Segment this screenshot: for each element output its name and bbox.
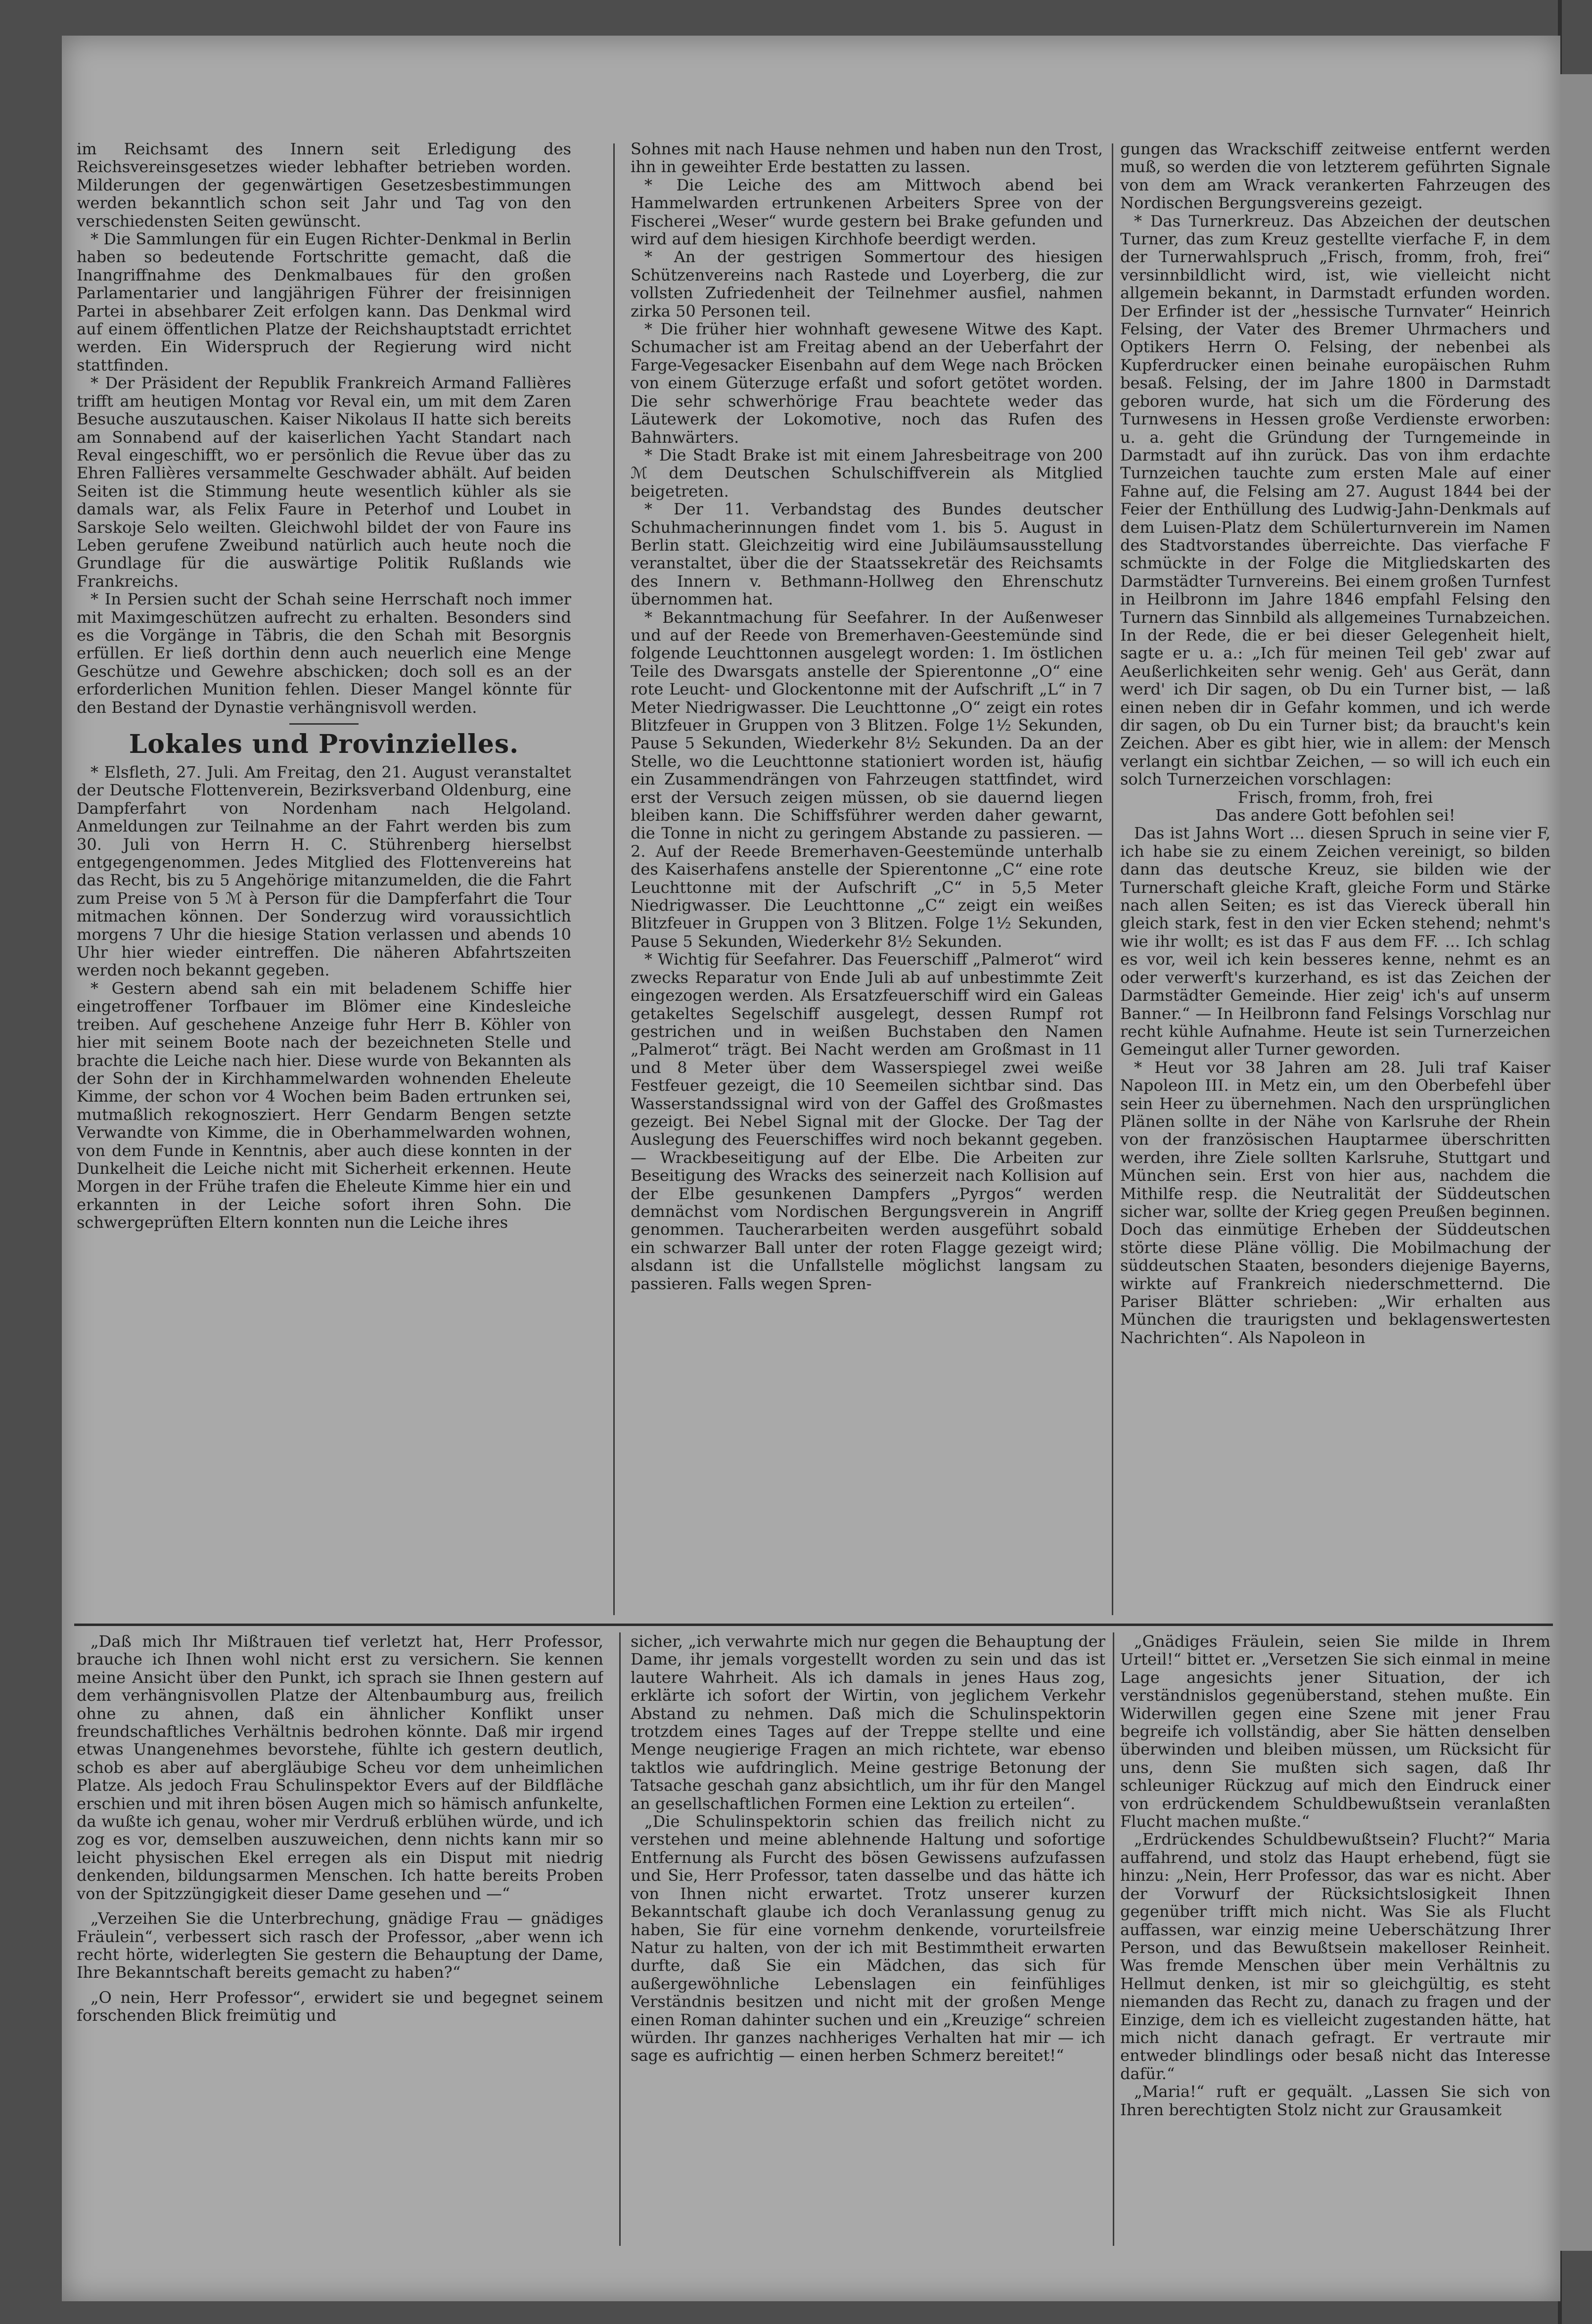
article-paragraph: * Der Präsident der Republik Frankreich Armand Fallières trifft am heutigen Montag vor Reval ein, um mit dem Zaren Besuche auszutauschen. Kaiser Nikolaus II hatte sich bereits am Sonnabend auf der kaiserlichen Yacht Standart nach Reval eingeschifft, wo er persönlich die Revue über das zu Ehren Fallières versammelte Geschwader abhält. Auf beiden Seiten ist die Stimmung heute wesentlich kühler als sie damals war, als Felix Faure in Peterhof und Loubet in Sarskoje Selo weilten. Gleichwohl bildet der von Faure ins Leben gerufene Zweibund natürlich auch heute noch die Grundlage für die auswärtige Politik Rußlands wie Frankreichs. — [77, 373, 571, 591]
article-paragraph: * Die Leiche des am Mittwoch abend bei Hammelwarden ertrunkenen Arbeiters Spree von der Fischerei „Weser“ wurde gestern bei Brake gefunden und wird auf dem hiesigen Kirchhofe beerdigt werden. — [631, 175, 1103, 249]
story-paragraph: „Daß mich Ihr Mißtrauen tief verletzt hat, Herr Professor, brauche ich Ihnen wohl nicht erst zu versichern. Sie kennen meine Ansicht über den Punkt, ich sprach sie Ihnen gestern auf dem verhängnisvollen Platze der Altenbaumburg aus, freilich ohne zu ahnen, daß ein ähnlicher Konflikt unser freundschaftliches Verhältnis bedrohen könnte. Daß mir irgend etwas Unangenehmes bevorstehe, fühlte ich gestern deutlich, schob es aber auf abergläubige Scheu vor dem unheimlichen Platze. Als jedoch Frau Schulinspektor Evers auf der Bildfläche erschien und mit ihren bösen Augen mich so hämisch anfunkelte, da wußte ich genau, woher mir Verdruß erblühen würde, und ich zog es vor, demselben auszuweichen, denn nichts kann mir so leicht physischen Ekel erregen als ein Disput mit niedrig denkenden, bildungsarmen Menschen. Ich hatte bereits Proben von der Spitzzüngigkeit dieser Dame gesehen und —“ — [77, 1632, 603, 1903]
article-paragraph: * Die Stadt Brake ist mit einem Jahresbeitrage von 200 ℳ dem Deutschen Schulschiffverein als Mitglied beigetreten. — [631, 445, 1103, 501]
news-column-1 — [77, 140, 571, 1624]
column-rule — [619, 1632, 621, 2246]
article-paragraph: * Wichtig für Seefahrer. Das Feuerschiff „Palmerot“ wird zwecks Reparatur von Ende Juli ab auf unbestimmte Zeit eingezogen werden. Als Ersatzfeuerschiff wird ein Galeas getakeltes Segelschiff ausgelegt, dessen Rumpf rot gestrichen und in weißen Buchstaben den Namen „Palmerot“ trägt. Bei Nacht werden am Großmast in 11 und 8 Meter über dem Wasserspiegel zwei weiße Festfeuer gezeigt, die 10 Seemeilen sichtbar sind. Das Wasserstandssignal wird von der Gaffel des Großmastes gezeigt. Bei Nebel Signal mit der Glocke. Der Tag der Auslegung des Feuerschiffes wird noch bekannt gegeben. — Wrackbeseitigung auf der Elbe. Die Arbeiten zur Beseitigung des Wracks des seinerzeit nach Kollision auf der Elbe gesunkenen Dampfers „Pyrgos“ werden demnächst vom Nordischen Bergungsverein in Angriff genommen. Taucherarbeiten werden ausgeführt sobald ein schwarzer Ball unter der roten Flagge gezeigt wird; alsdann ist die Unfallstelle möglichst langsam zu passieren. Falls wegen Spren- — [631, 950, 1103, 1293]
column-rule — [613, 143, 615, 1615]
feuilleton-column-2 — [631, 1632, 1105, 2251]
section-divider — [289, 723, 359, 725]
news-column-2 — [631, 140, 1103, 1624]
article-paragraph: * An der gestrigen Sommertour des hiesigen Schützenvereins nach Rastede und Loyerberg, die zur vollsten Zufriedenheit der Teilnehmer ausfiel, nahmen zirka 50 Personen teil. — [631, 247, 1103, 321]
column-rule — [1112, 143, 1113, 1615]
story-paragraph: „Erdrückendes Schuldbewußtsein? Flucht?“ Maria auffahrend, und stolz das Haupt erhebend, fügt sie hinzu: „Nein, Herr Professor, das war es nicht. Aber der Vorwurf der Rücksichtslosigkeit Ihnen gegenüber trifft mich nicht. Was Sie als Flucht auffassen, war einzig meine Ueberschätzung Ihrer Person, und das Bewußtsein makelloser Reinheit. Was fremde Menschen über mein Verhältnis zu Hellmut denken, ist mir so gleichgültig, es steht niemanden das Recht zu, danach zu fragen und der Einzige, dem ich es vielleicht zugestanden hätte, hat mich nicht danach gefragt. Er vertraute mir entweder blindlings oder besaß nicht das Interesse dafür.“ — [1120, 1830, 1550, 2083]
feuilleton-column-3 — [1120, 1632, 1550, 2251]
article-paragraph: * Elsfleth, 27. Juli. Am Freitag, den 21. August veranstaltet der Deutsche Flottenverein, Bezirksverband Oldenburg, eine Dampferfahrt von Nordenham nach Helgoland. Anmeldungen zur Teilnahme an der Fahrt werden bis zum 30. Juli von Herrn H. C. Stührenberg hierselbst entgegengenommen. Jedes Mitglied des Flottenvereins hat das Recht, bis zu 5 Angehörige mitanzumelden, die die Fahrt zum Preise von 5 ℳ à Person für die Dampferfahrt die Tour mitmachen können. Der Sonderzug wird voraussichtlich morgens 7 Uhr die hiesige Station verlassen und abends 10 Uhr hier wieder eintreffen. Die näheren Abfahrtszeiten werden noch bekannt gegeben. — [77, 763, 571, 980]
story-paragraph: „Die Schulinspektorin schien das freilich nicht zu verstehen und meine ablehnende Haltung und sofortige Entfernung als Furcht des bösen Gewissens aufzufassen und Sie, Herr Professor, taten dasselbe und das hätte ich von Ihnen nicht erwartet. Trotz unserer kurzen Bekanntschaft glaube ich doch Veranlassung genug zu haben, Sie für eine vornehm denkende, vorurteilsfreie Natur zu halten, von der ich mit Bestimmtheit erwarten durfte, daß Sie ein Mädchen, das sich für außergewöhnliche Lebenslagen ein feinfühliges Verständnis besitzen und nicht mit der großen Menge einen Roman dahinter suchen und ein „Kreuzige“ schreien würden. Ihr ganzes nachheriges Verhalten hat mir — ich sage es aufrichtig — einen herben Schmerz bereitet!“ — [631, 1812, 1105, 2065]
article-paragraph: * Heut vor 38 Jahren am 28. Juli traf Kaiser Napoleon III. in Metz ein, um den Oberbefehl über sein Heer zu übernehmen. Nach den ursprünglichen Plänen sollte in der Nähe von Karlsruhe der Rhein von der französischen Hauptarmee überschritten werden, ihre Ziele sollten Karlsruhe, Stuttgart und München sein. Erst von hier aus, nachdem die Mithilfe resp. die Neutralität der Süddeutschen sicher war, sollte der Krieg gegen Preußen beginnen. Doch das einmütige Erheben der Süddeutschen störte diese Pläne völlig. Die Mobilmachung der süddeutschen Staaten, besonders diejenige Bayerns, wirkte auf Frankreich niederschmetternd. Die Pariser Blätter schrieben: „Wir erhalten aus München die traurigsten und beklagenswertesten Nachrichten“. Als Napoleon in — [1120, 1058, 1550, 1347]
column-rule — [1113, 1632, 1114, 2246]
article-paragraph: * Das Turnerkreuz. Das Abzeichen der deutschen Turner, das zum Kreuz gestellte vierfache F, in dem der Turnerwahlspruch „Frisch, fromm, froh, frei“ versinnbildlicht wird, ist, wie vielleicht nicht allgemein bekannt, in Darmstadt erfunden worden. Der Erfinder ist der „hessische Turnvater“ Heinrich Felsing, der Vater des Bremer Uhrmachers und Optikers Herrn O. Felsing, der nebenbei als Kupferdrucker einen beinahe europäischen Ruhm besaß. Felsing, der im Jahre 1800 in Darmstadt geboren wurde, hat sich um die Förderung des Turnwesens in Hessen große Verdienste erworben: u. a. geht die Gründung der Turngemeinde in Darmstadt auf ihn zurück. Das von ihm erdachte Turnzeichen tauchte zum ersten Male auf einer Fahne auf, die Felsing am 27. August 1844 bei der Feier der Enthüllung des Ludwig-Jahn-Denkmals auf dem Luisen-Platz dem Schülerturnverein im Namen des Stadtvorstandes überreichte. Das vierfache F schmückte in der Folge die Mitgliedskarten des Darmstädter Turnvereins. Bei einem großen Turnfest in Heilbronn im Jahre 1846 empfahl Felsing den Turnern das Sinnbild als allgemeines Turnabzeichen. In der Rede, die er bei dieser Gelegenheit hielt, sagte er u. a.: „Ich für meinen Teil geb' zwar auf Aeußerlichkeiten sehr wenig. Geh' aus Gerät, dann werd' ich Dir sagen, ob Du ein Turner bist, — laß einen neben dir in Gefahr kommen, und ich werde dir sagen, ob Du ein Turner bist; da braucht's kein Zeichen. Aber es gibt hier, wie in allem: der Mensch verlangt ein sichtbar Zeichen, — so will ich euch ein solch Turnerzeichen vorschlagen: — [1120, 211, 1550, 789]
article-paragraph: * Gestern abend sah ein mit beladenem Schiffe hier eingetroffener Torfbauer im Blömer eine Kindesleiche treiben. Auf geschehene Anzeige fuhr Herr B. Köhler von hier mit seinem Boote nach der bezeichneten Stelle und brachte die Leiche nach hier. Diese wurde von Bekannten als der Sohn der in Kirchhammelwarden wohnenden Eheleute Kimme, der schon vor 4 Wochen beim Baden ertrunken sei, mutmaßlich rekognosziert. Herr Gendarm Bengen setzte Verwandte von Kimme, die in Oberhammelwarden wohnen, von dem Funde in Kenntnis, aber auch diese konnten in der Dunkelheit die Leiche nicht mit Sicherheit erkennen. Heute Morgen in der Frühe trafen die Eheleute Kimme hier ein und erkannten in der Leiche sofort ihren Sohn. Die schwergeprüften Eltern konnten nun die Leiche ihres — [77, 978, 571, 1232]
article-paragraph: Das ist Jahns Wort ... diesen Spruch in seine vier F, ich habe sie zu einem Zeichen vereinigt, so bilden dann das deutsche Kreuz, sie bilden wie der Turnerschaft gleiche Kraft, gleiche Form und Stärke nach allen Seiten; es ist das Viereck überall hin gleich stark, fest in den vier Ecken stehend; nehmt's wie ihr wollt; es ist das F aus dem FF. ... Ich schlag es vor, weil ich kein besseres kenne, nehmt es an oder verwerft's kurzerhand, es ist das Zeichen der Darmstädter Gemeinde. Hier zeig' ich's auf unserm Banner.“ — In Heilbronn fand Felsings Vorschlag nur recht kühle Aufnahme. Heute ist sein Turnerzeichen Gemeingut aller Turner geworden. — [1120, 824, 1550, 1059]
article-paragraph: * Die Sammlungen für ein Eugen Richter-Denkmal in Berlin haben so bedeutende Fortschritte gemacht, daß die Inangriffnahme des Denkmalbaues für den großen Parlamentarier und langjährigen Führer der freisinnigen Partei in absehbarer Zeit erfolgen kann. Das Denkmal wird auf einem öffentlichen Platze der Reichshauptstadt errichtet werden. Ein Widerspruch der Regierung wird nicht stattfinden. — [77, 230, 571, 374]
verse-line: Das andere Gott befohlen sei! — [1215, 806, 1456, 825]
article-paragraph: gungen das Wrackschiff zeitweise entfernt werden muß, so werden die von letzterem geführten Signale von dem am Wrack verankerten Fahrzeugen des Nordischen Bergungsvereins gezeigt. — [1120, 140, 1550, 213]
article-paragraph: * In Persien sucht der Schah seine Herrschaft noch immer mit Maximgeschützen aufrecht zu erhalten. Besonders sind es die Vorgänge in Täbris, die den Schah mit Besorgnis erfüllen. Er ließ dorthin denn auch neuerlich eine Menge Geschütze und Gewehre abschicken; doch soll es an der erforderlichen Munition fehlen. Dieser Mangel könnte für den Bestand der Dynastie verhängnisvoll werden. — [77, 590, 571, 717]
article-paragraph: * Die früher hier wohnhaft gewesene Witwe des Kapt. Schumacher ist am Freitag abend an der Ueberfahrt der Farge-Vegesacker Eisenbahn auf dem Wege nach Bröcken von einem Güterzuge erfaßt und sofort getötet worden. Die sehr schwerhörige Frau beachtete weder das Läutewerk der Lokomotive, noch das Rufen des Bahnwärters. — [631, 320, 1103, 447]
story-paragraph: „O nein, Herr Professor“, erwidert sie und begegnet seinem forschenden Blick freimütig und — [77, 1988, 603, 2025]
news-column-3 — [1120, 140, 1550, 1624]
next-page-edge — [1560, 74, 1592, 2251]
article-paragraph: * Bekanntmachung für Seefahrer. In der Außenweser und auf der Reede von Bremerhaven-Geestemünde sind folgende Leuchttonnen ausgelegt worden: 1. Im östlichen Teile des Dwarsgats anstelle der Spierentonne „O“ eine rote Leucht- und Glockentonne mit der Aufschrift „L“ in 7 Meter Niedrigwasser. Die Leuchttonne „O“ zeigt ein rotes Blitzfeuer in Gruppen von 3 Blitzen. Folge 1½ Sekunden, Pause 5 Sekunden, Wiederkehr 8½ Sekunden. Da an der Stelle, wo die Leuchttonne stationiert worden ist, häufig ein Zusammendrängen von Fahrzeugen stattfindet, wird erst der Versuch zeigen müssen, ob sie dauernd liegen bleiben kann. Die Schiffsführer werden daher gewarnt, die Tonne in nicht zu geringem Abstande zu passieren. — 2. Auf der Reede Bremerhaven-Geestemünde unterhalb des Kaiserhafens anstelle der Spierentonne „C“ eine rote Leuchttonne mit der Aufschrift „C“ in 5,5 Meter Niedrigwasser. Die Leuchttonne „C“ zeigt ein weißes Blitzfeuer in Gruppen von 3 Blitzen. Folge 1½ Sekunden, Pause 5 Sekunden, Wiederkehr 8½ Sekunden. — [631, 607, 1103, 951]
verse-line: Frisch, fromm, froh, frei — [1237, 788, 1433, 807]
article-paragraph: Sohnes mit nach Hause nehmen und haben nun den Trost, ihn in geweihter Erde bestatten zu lassen. — [631, 140, 1103, 177]
article-paragraph: im Reichsamt des Innern seit Erledigung des Reichsvereinsgesetzes wieder lebhafter betrieben worden. Milderungen der gegenwärtigen Gesetzesbestimmungen werden bekanntlich schon seit Jahr und Tag von den verschiedensten Seiten gewünscht. — [77, 140, 571, 231]
section-heading: Lokales und Provinzielles. — [129, 729, 519, 759]
story-paragraph: sicher, „ich verwahrte mich nur gegen die Behauptung der Dame, ihr jemals vorgestellt worden zu sein und das ist lautere Wahrheit. Als ich damals in jenes Haus zog, erklärte ich sofort der Wirtin, von jeglichem Verkehr Abstand zu nehmen. Daß mich die Schulinspektorin trotzdem eines Tages auf der Treppe stellte und eine Menge neugierige Fragen an mich richtete, war ebenso taktlos wie aufdringlich. Meine gestrige Betonung der Tatsache geschah ganz absichtlich, um ihr für den Mangel an gesellschaftlichen Formen eine Lektion zu erteilen“. — [631, 1632, 1105, 1813]
article-paragraph: * Der 11. Verbandstag des Bundes deutscher Schuhmacherinnungen findet vom 1. bis 5. August in Berlin statt. Gleichzeitig wird eine Jubiläumsausstellung veranstaltet, über die der Staatssekretär des Reichsamts des Innern v. Bethmann-Hollweg den Ehrenschutz übernommen hat. — [631, 500, 1103, 609]
story-paragraph: „Verzeihen Sie die Unterbrechung, gnädige Frau — gnädiges Fräulein“, verbessert sich rasch der Professor, „aber wenn ich recht hörte, widerlegten Sie gestern die Behauptung der Dame, Ihre Bekanntschaft bereits gemacht zu haben?“ — [77, 1909, 603, 1982]
feuilleton-column-1 — [77, 1632, 603, 2251]
story-paragraph: „Gnädiges Fräulein, seien Sie milde in Ihrem Urteil!“ bittet er. „Versetzen Sie sich einmal in meine Lage angesichts jener Situation, der ich verständnislos gegenüberstand, stehen mußte. Ein Widerwillen gegen eine Szene mit jener Frau begreife ich vollständig, aber Sie hätten denselben überwinden und bleiben müssen, um Rücksicht für uns, denn Sie mußten sich sagen, daß Ihr schleuniger Rückzug auf mich den Eindruck einer von erdrückendem Schuldbewußtsein veranlaßten Flucht machen mußte.“ — [1120, 1632, 1550, 1831]
story-paragraph: „Maria!“ ruft er gequält. „Lassen Sie sich von Ihren berechtigten Stolz nicht zur Grausamkeit — [1120, 2082, 1550, 2119]
